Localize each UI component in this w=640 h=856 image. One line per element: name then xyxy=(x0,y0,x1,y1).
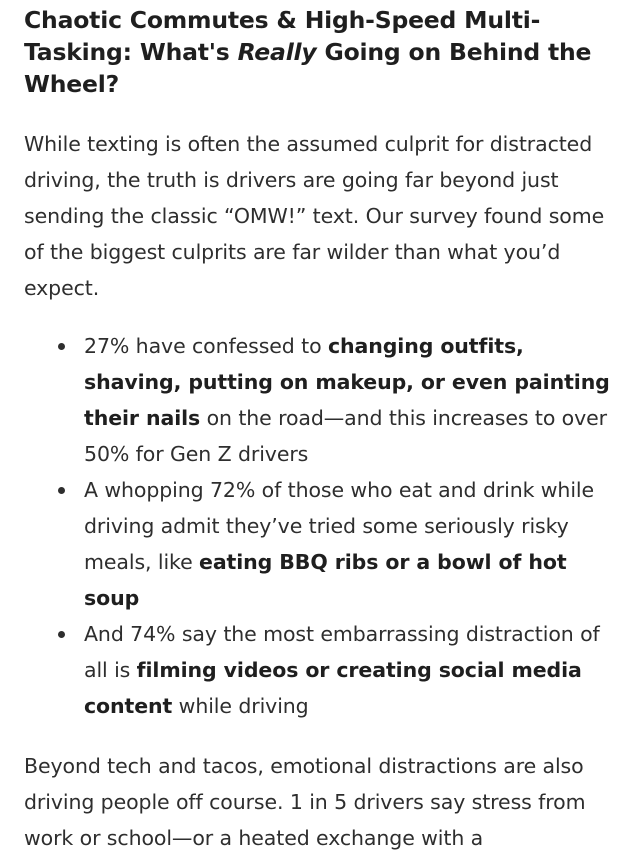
bullet-text: A whopping 72% of those who eat and drink while driving admit they’ve tried some seriously risky meals, like xyxy=(84,478,595,574)
bullet-text: And 74% say the most embarrassing distraction of all is xyxy=(84,622,600,682)
bullet-text: while driving xyxy=(172,694,309,718)
article xyxy=(24,4,620,856)
heading-emphasis: Really xyxy=(237,38,317,66)
bullet-dot-icon xyxy=(58,343,65,350)
list-item xyxy=(24,328,620,472)
article-heading xyxy=(24,4,620,100)
intro-paragraph: While texting is often the assumed culprit for distracted driving, the truth is drivers are going far beyond just sending the classic “OMW!” text. Our survey found some of the biggest culprits are far wilder than what you’d expect. xyxy=(24,132,605,300)
bullet-text: 27% have confessed to xyxy=(84,334,328,358)
list-item xyxy=(24,616,620,724)
bullet-highlight: eating BBQ ribs or a bowl of hot soup xyxy=(84,550,567,610)
statistics-list xyxy=(24,328,620,724)
bullet-highlight: filming videos or creating social media content xyxy=(84,658,582,718)
list-item xyxy=(24,472,620,616)
heading-text-start: Chaotic Commutes & High-Speed Multi-Tasking: What's xyxy=(24,6,541,66)
bullet-dot-icon xyxy=(58,487,65,494)
bullet-dot-icon xyxy=(58,631,65,638)
closing-paragraph: Beyond tech and tacos, emotional distractions are also driving people off course. 1 in 5 drivers say stress from work or school—or a heated exchange with a xyxy=(24,754,586,850)
bullet-highlight: changing outfits, shaving, putting on makeup, or even painting their nails xyxy=(84,334,610,430)
bullet-text: on the road—and this increases to over 50% for Gen Z drivers xyxy=(84,406,607,466)
heading-text-end: Going on Behind the Wheel? xyxy=(24,38,592,98)
